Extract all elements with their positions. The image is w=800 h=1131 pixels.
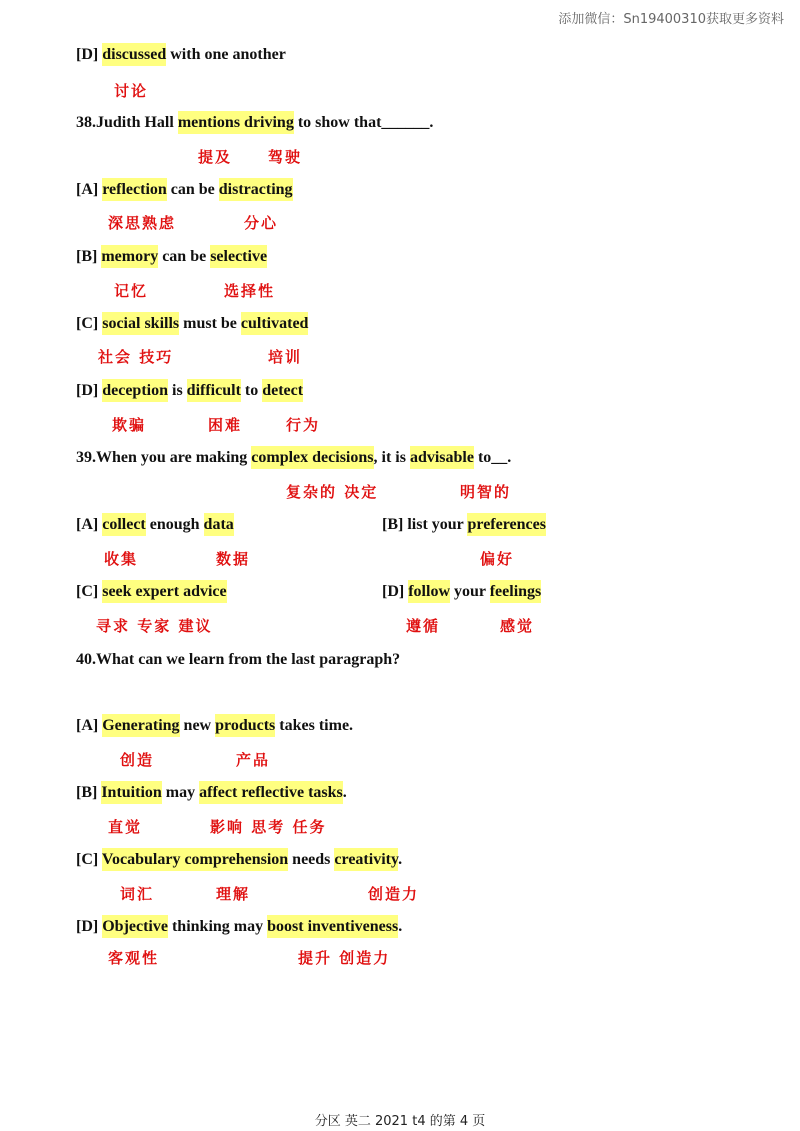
annotation: 词汇	[120, 885, 155, 903]
text-run: 38.Judith Hall	[76, 114, 178, 131]
text-run: can be	[166, 181, 219, 198]
text-run: enough	[145, 516, 204, 533]
text-run: [D]	[382, 583, 409, 600]
highlight: mentions driving	[178, 111, 294, 134]
annotation: 直觉	[108, 818, 143, 836]
q39-option-d	[382, 579, 541, 605]
annotation: 寻求 专家 建议	[96, 617, 213, 635]
highlight: affect reflective tasks	[199, 781, 343, 804]
highlight: memory	[101, 245, 158, 268]
highlight: Generating	[102, 714, 179, 737]
text-run: , it is	[373, 449, 410, 466]
text-run: new	[179, 717, 216, 734]
highlight: selective	[210, 245, 267, 268]
text-run: [B]	[76, 248, 102, 265]
q37-option-d	[76, 42, 286, 68]
page-footer: 分区 英二 2021 t4 的第 4 页	[314, 1114, 486, 1129]
text-run: [C]	[76, 315, 103, 332]
annotation: 遵循	[406, 617, 441, 635]
annotation: 社会 技巧	[98, 348, 174, 366]
q39-option-a	[76, 512, 234, 538]
q39-option-b	[382, 512, 546, 538]
annotation: 影响 思考 任务	[210, 818, 327, 836]
highlight: difficult	[187, 379, 241, 402]
text-run: your	[450, 583, 490, 600]
annotation: 创造	[120, 751, 155, 769]
text-run: [A]	[76, 717, 103, 734]
q38-option-a	[76, 177, 293, 203]
highlight: seek expert advice	[102, 580, 226, 603]
text-run: .	[398, 851, 403, 868]
text-run: [B] list your	[382, 516, 468, 533]
q38-option-b	[76, 244, 267, 270]
q40-option-c	[76, 847, 402, 873]
annotation: 行为	[286, 416, 321, 434]
text-run: [D]	[76, 918, 103, 935]
highlight: complex decisions	[251, 446, 373, 469]
highlight: advisable	[410, 446, 474, 469]
q39-stem	[76, 445, 511, 471]
annotation: 欺骗	[112, 416, 147, 434]
annotation: 收集	[104, 550, 139, 568]
highlight: Intuition	[101, 781, 161, 804]
highlight: feelings	[490, 580, 542, 603]
annotation: 感觉	[500, 617, 535, 635]
q38-option-c	[76, 311, 308, 337]
text-run: takes time.	[275, 717, 354, 734]
annotation: 驾驶	[268, 148, 303, 166]
annotation: 选择性	[224, 282, 276, 300]
q40-stem: 40.What can we learn from the last paragraph?	[76, 651, 401, 668]
highlight: follow	[408, 580, 450, 603]
watermark-text: 添加微信：Sn19400310获取更多资料	[558, 12, 784, 27]
text-run: to__.	[473, 449, 512, 466]
annotation: 困难	[208, 416, 243, 434]
text-run: thinking may	[167, 918, 268, 935]
text-run: is	[168, 382, 187, 399]
text-run: .	[398, 918, 403, 935]
text-run: to	[240, 382, 263, 399]
highlight: Objective	[102, 915, 168, 938]
highlight: discussed	[102, 43, 166, 66]
highlight: Vocabulary comprehension	[102, 848, 288, 871]
q40-option-a	[76, 713, 353, 739]
q40-option-d	[76, 914, 402, 940]
text-run: may	[161, 784, 200, 801]
highlight: creativity	[334, 848, 398, 871]
annotation: 创造力	[368, 885, 420, 903]
highlight: deception	[102, 379, 168, 402]
q38-stem	[76, 110, 433, 136]
q38-option-d	[76, 378, 303, 404]
highlight: cultivated	[241, 312, 309, 335]
annotation: 客观性	[108, 949, 160, 967]
highlight: boost inventiveness	[267, 915, 398, 938]
annotation: 讨论	[114, 82, 149, 100]
text-run: must be	[179, 315, 241, 332]
text-run: .	[342, 784, 347, 801]
annotation: 深思熟虑	[108, 214, 177, 232]
highlight: distracting	[219, 178, 293, 201]
highlight: data	[204, 513, 234, 536]
text-run: 39.When you are making	[76, 449, 252, 466]
annotation: 提及	[198, 148, 233, 166]
annotation: 偏好	[480, 550, 515, 568]
text-run: with one another	[166, 46, 286, 63]
highlight: preferences	[467, 513, 545, 536]
annotation: 分心	[244, 214, 279, 232]
text-run: needs	[288, 851, 335, 868]
annotation: 明智的	[460, 483, 512, 501]
highlight: social skills	[102, 312, 179, 335]
text-run: [A]	[76, 181, 103, 198]
text-run: [A]	[76, 516, 103, 533]
text-run: [B]	[76, 784, 102, 801]
annotation: 培训	[268, 348, 303, 366]
annotation: 提升 创造力	[298, 949, 391, 967]
annotation: 产品	[236, 751, 271, 769]
q40-option-b	[76, 780, 347, 806]
text-run: [D]	[76, 382, 103, 399]
q39-option-c	[76, 579, 227, 605]
highlight: reflection	[102, 178, 167, 201]
text-run: [C]	[76, 583, 103, 600]
annotation: 复杂的 决定	[286, 483, 379, 501]
annotation: 理解	[216, 885, 251, 903]
text-run: [C]	[76, 851, 102, 868]
annotation: 数据	[216, 550, 251, 568]
highlight: products	[215, 714, 275, 737]
text-run: to show that______.	[293, 114, 434, 131]
highlight: detect	[262, 379, 303, 402]
text-run: can be	[158, 248, 211, 265]
highlight: collect	[102, 513, 146, 536]
text-run: [D]	[76, 46, 103, 63]
annotation: 记忆	[114, 282, 149, 300]
